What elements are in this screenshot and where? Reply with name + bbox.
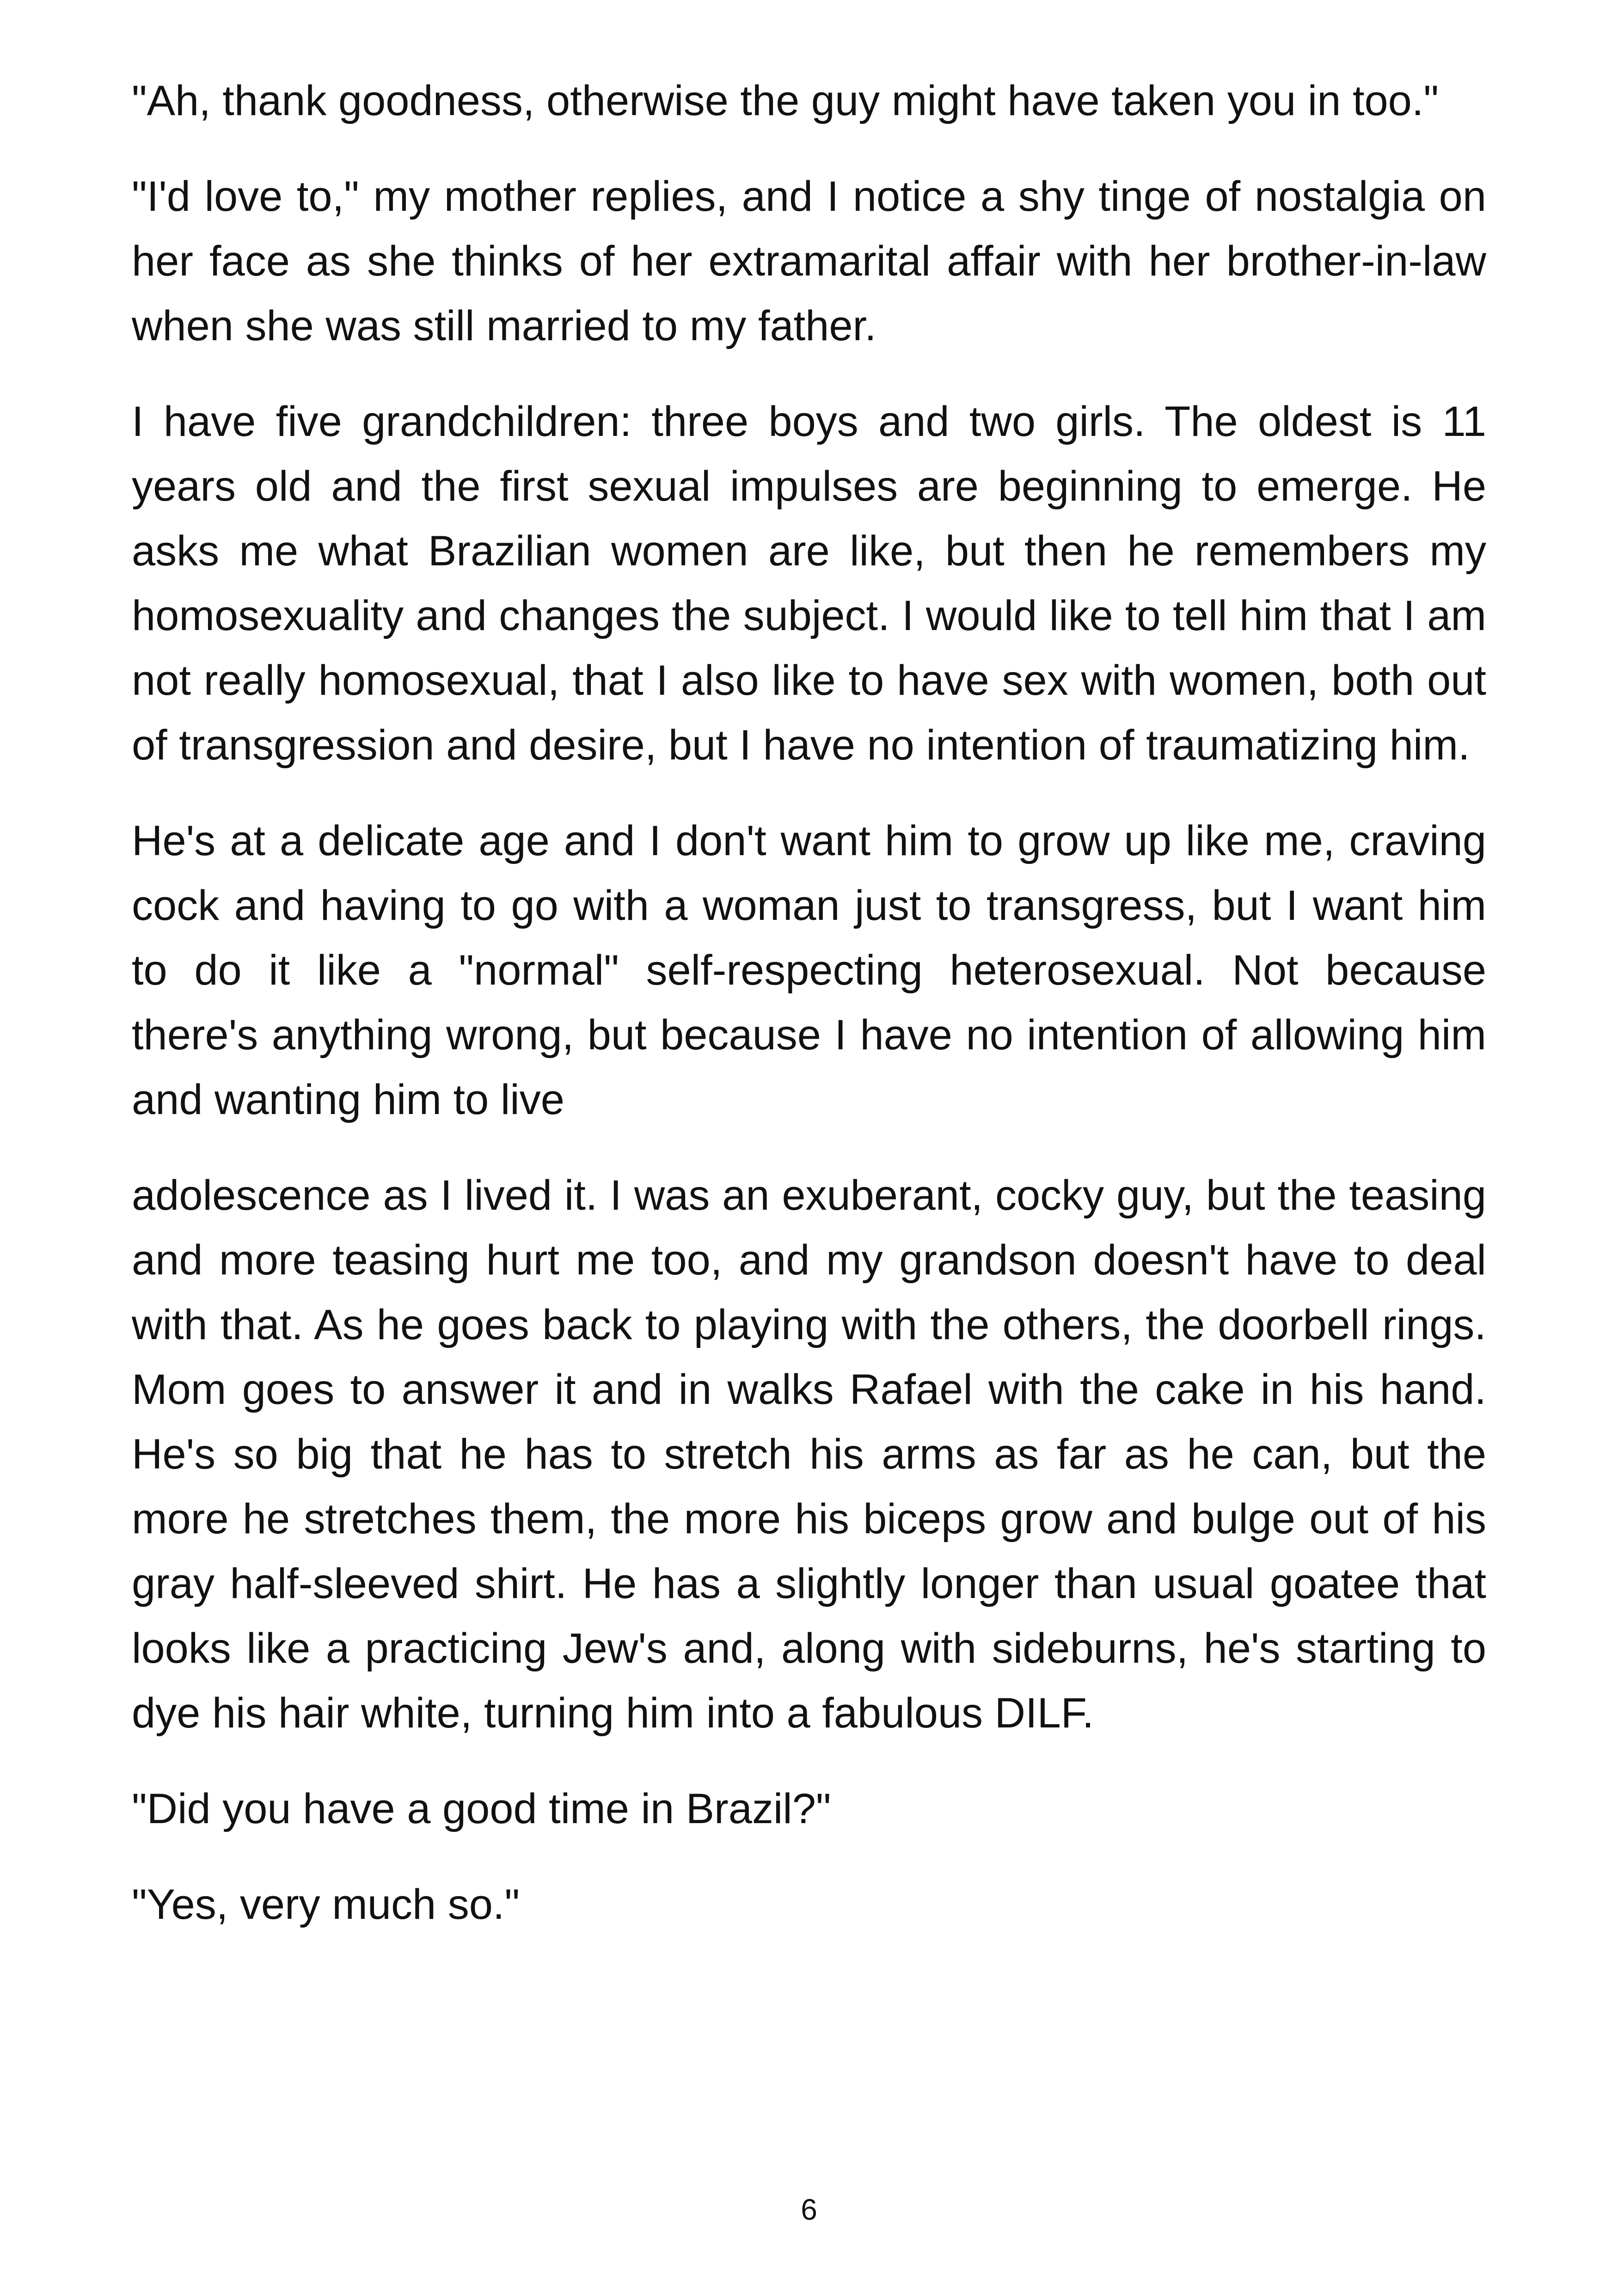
paragraph-6: "Did you have a good time in Brazil?" xyxy=(132,1785,831,1832)
page-number: 6 xyxy=(801,2193,817,2226)
paragraph-5: adolescence as I lived it. I was an exuberant, cocky guy, but the teasing and more teasing hurt me too, and my grandson doesn't have to deal with that. As he goes back to playing with the others, the doorbell rings. Mom goes to answer it and in walks Rafael with the cake in his hand. He's so big that he has to stretch his arms as far as he can, but the more he stretches them, the more his biceps grow and bulge out of his gray half-sleeved shirt. He has a slightly longer than usual goatee that looks like a practicing Jew's and, along with sideburns, he's starting to dye his hair white, turning him into a fabulous DILF. xyxy=(132,1172,1486,1737)
paragraph-7: "Yes, very much so." xyxy=(132,1881,520,1928)
paragraph-2: "I'd love to," my mother replies, and I notice a shy tinge of nostalgia on her face as she thinks of her extramarital affair with her brother-in-law when she was still married to my father. xyxy=(132,173,1486,349)
paragraph-1: "Ah, thank goodness, otherwise the guy might have taken you in too." xyxy=(132,77,1439,124)
paragraph-4: He's at a delicate age and I don't want him to grow up like me, craving cock and having to go with a woman just to transgress, but I want him to do it like a "normal" self-respecting heterosexual. Not because there's anything wrong, but because I have no intention of allowing him and wanting him to live xyxy=(132,817,1486,1123)
paragraph-3: I have five grandchildren: three boys and two girls. The oldest is 11 years old and the first sexual impulses are beginning to emerge. He asks me what Brazilian women are like, but then he remembers my homosexuality and changes the subject. I would like to tell him that I am not really homosexual, that I also like to have sex with women, both out of transgression and desire, but I have no intention of traumatizing him. xyxy=(132,398,1486,769)
body-text xyxy=(132,68,1486,1968)
